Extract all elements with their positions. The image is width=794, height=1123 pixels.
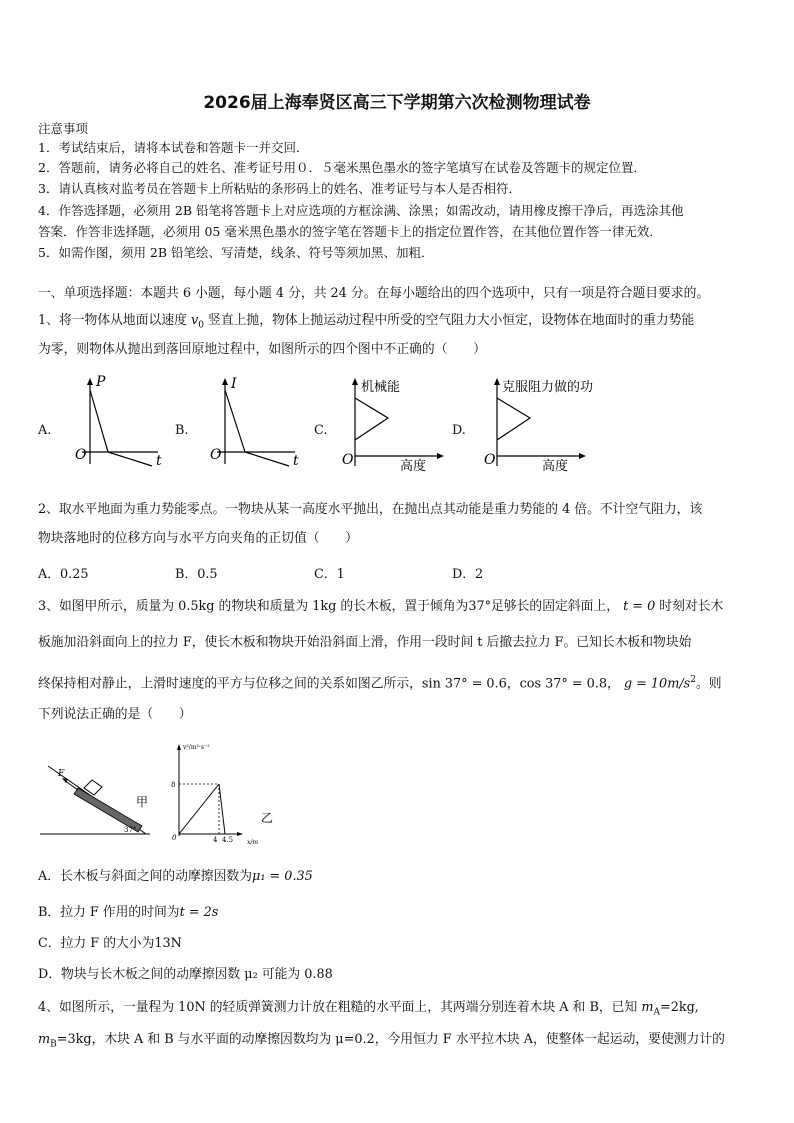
q1-option-d-label: D. — [452, 423, 466, 438]
question-2-line-1: 2、取水平地面为重力势能零点。一物块从某一高度水平抛出，在抛出点其动能是重力势能的 4 倍。不计空气阻力，该 — [38, 502, 703, 517]
notice-item: 答案．作答非选择题，必须用 05 毫米黑色墨水的签字笔在答题卡上的指定位置作答，在其他位置作答一律无效． — [38, 224, 662, 239]
notice-item: 1．考试结束后，请将本试卷和答题卡一并交回． — [38, 140, 309, 155]
q1-text-a: 1、将一物体从地面以速度 — [38, 313, 191, 328]
section-heading: 一、单项选择题：本题共 6 小题，每小题 4 分，共 24 分。在每小题给出的四个选项中，只有一项是符合题目要求的。 — [38, 286, 710, 301]
q2-option-b: B．0.5 — [175, 567, 218, 582]
q3-text-a: 3、如图甲所示，质量为 0.5kg 的物块和质量为 1kg 的长木板，置于倾角为 — [38, 599, 469, 614]
q3-t0: t = 0 — [623, 599, 656, 614]
q3-cos: cos 37° = 0.8 — [519, 676, 607, 692]
yi-origin: 0 — [172, 834, 177, 842]
question-4-line-2 — [38, 1032, 758, 1053]
q3-g-exp: 2 — [690, 675, 696, 685]
yi-xlabel: x/m — [247, 839, 259, 846]
graph-c-origin: O — [342, 452, 354, 468]
q3-text-3a: 终保持相对静止，上滑时速度的平方与位移之间的关系如图乙所示， — [38, 676, 422, 692]
notice-item: 3．请认真核对监考员在答题卡上所粘贴的条形码上的姓名、准考证号与本人是否相符． — [38, 181, 521, 196]
yi-label: 乙 — [261, 811, 274, 825]
q4-mA-sub: A — [653, 1007, 660, 1018]
graph-a-xlabel: t — [156, 453, 162, 469]
jia-angle-label: 37° — [124, 826, 137, 834]
question-3-line-1 — [38, 599, 758, 615]
yi-x45: 4.5 — [222, 836, 234, 844]
q1-option-c-label: C. — [314, 423, 328, 438]
graph-a-origin: O — [75, 447, 87, 463]
question-4-line-1 — [38, 1000, 758, 1021]
q2-option-d: D．2 — [452, 567, 484, 582]
question-1-line-2: 为零，则物体从抛出到落回原地过程中，如图所示的四个图中不正确的（ ） — [38, 342, 486, 357]
q3-figure-yi — [165, 740, 285, 850]
jia-force-label: F — [58, 769, 65, 779]
question-1-line-1 — [38, 313, 758, 334]
q2-option-c: C．1 — [314, 567, 345, 582]
q3-text-c: 时刻对长木 — [659, 599, 724, 614]
q1-option-b-label: B. — [175, 423, 189, 438]
q1-option-a-label: A. — [38, 423, 52, 438]
page-title: 2026届上海奉贤区高三下学期第六次检测物理试卷 — [203, 93, 591, 113]
graph-a-ylabel: P — [96, 374, 106, 390]
q3-text-3b: 。则 — [695, 676, 722, 692]
q4-text-a: 4、如图所示，一量程为 10N 的轻质弹簧测力计放在粗糙的水平面上，其两端分别连着木块 A 和 B，已知 — [38, 1000, 642, 1015]
q4-mB: m — [38, 1032, 51, 1047]
q3-option-a-text: A．长木板与斜面之间的动摩擦因数为 — [38, 869, 252, 884]
question-3-line-4: 下列说法正确的是（ ） — [38, 707, 192, 722]
q2-option-a: A．0.25 — [38, 567, 89, 582]
q1-graph-c — [340, 374, 450, 474]
q3-option-b — [38, 905, 758, 921]
question-2-line-2: 物块落地时的位移方向与水平方向夹角的正切值（ ） — [38, 531, 358, 546]
graph-b-ylabel: I — [231, 376, 237, 392]
q1-text-b: 竖直上抛，物体上抛运动过程中所受的空气阻力大小恒定，设物体在地面时的重力势能 — [203, 313, 695, 328]
yi-ylabel: v²/m²·s⁻² — [183, 744, 210, 751]
question-3-line-2: 板施加沿斜面向上的拉力 F，使长木板和物块开始沿斜面上滑，作用一段时间 t 后撤去拉力 F。已知长木板和物块始 — [38, 635, 692, 650]
q1-graph-d — [482, 374, 612, 474]
graph-b-xlabel: t — [293, 453, 299, 469]
yi-x4: 4 — [213, 836, 218, 844]
graph-c-xlabel: 高度 — [400, 459, 427, 474]
q3-option-a-math: μ₁ = 0.35 — [252, 869, 313, 884]
q3-option-b-text: B．拉力 F 作用的时间为 — [38, 905, 180, 920]
graph-d-ylabel: 克服阻力做的功 — [502, 380, 594, 395]
q3-angle: 37° — [468, 599, 492, 614]
q3-sin: sin 37° = 0.6 — [421, 676, 507, 692]
yi-y8: 8 — [171, 781, 176, 789]
q3-g: g = 10m/s — [623, 676, 691, 692]
jia-label: 甲 — [136, 795, 149, 809]
graph-d-xlabel: 高度 — [542, 459, 569, 474]
q3-figure-jia — [38, 760, 168, 840]
q3-text-b: 足够长的固定斜面上， — [491, 599, 619, 614]
q1-graph-b — [205, 374, 305, 474]
q4-mA-val: =2kg, — [660, 1000, 699, 1015]
notice-heading: 注意事项 — [38, 121, 89, 136]
q3-option-d: D．物块与长木板之间的动摩擦因数 μ₂ 可能为 0.88 — [38, 967, 333, 982]
graph-d-origin: O — [484, 452, 496, 468]
q3-option-b-math: t = 2s — [179, 905, 219, 920]
q1-v0-sub: 0 — [198, 320, 204, 331]
question-3-line-3: 终保持相对静止，上滑时速度的平方与位移之间的关系如图乙所示，sin 37° = 0.6，cos 37° = 0.8， $g = 10m/s^2$。则 — [38, 675, 722, 692]
q4-text-b: =3kg，木块 A 和 B 与水平面的动摩擦因数均为 μ=0.2，今用恒力 F 水平拉木块 A，使整体一起运动，要使测力计的 — [56, 1032, 725, 1047]
q4-mA: m — [641, 1000, 654, 1015]
notice-item: 2．答题前，请务必将自己的姓名、准考证号用０．５毫米黑色墨水的签字笔填写在试卷及答题卡的规定位置． — [38, 160, 646, 175]
graph-c-ylabel: 机械能 — [361, 380, 401, 395]
notice-item: 5．如需作图，须用 2B 铅笔绘、写清楚，线条、符号等须加黑、加粗． — [38, 245, 434, 260]
q1-v0: v — [190, 313, 199, 328]
q1-graph-a — [70, 374, 170, 474]
q3-option-a — [38, 869, 758, 885]
q4-mB-sub: B — [50, 1039, 57, 1050]
graph-b-origin: O — [210, 447, 222, 463]
notice-item: 4．作答选择题，必须用 2B 铅笔将答题卡上对应选项的方框涂满、涂黑；如需改动，请用橡皮擦干净后，再选涂其他 — [38, 203, 684, 218]
q3-option-c: C．拉力 F 的大小为13N — [38, 936, 182, 951]
